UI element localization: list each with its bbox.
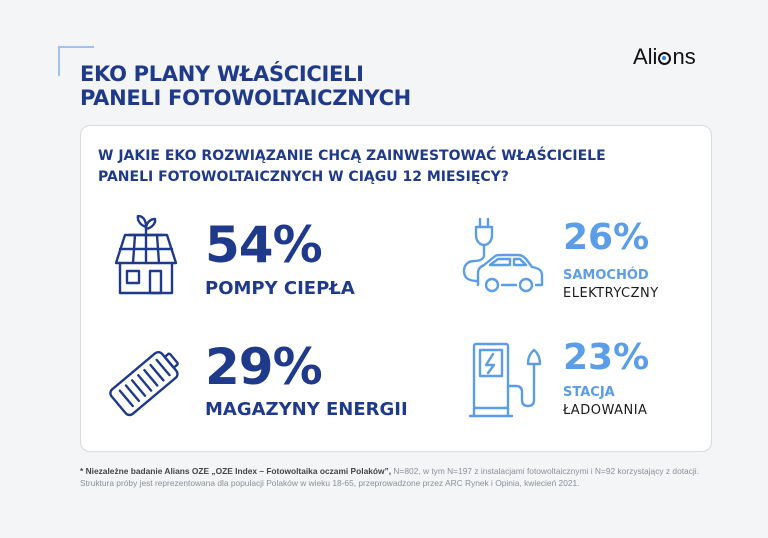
stat-value-electric-car: 26% — [563, 217, 650, 258]
footnote-details: N=802, w tym N=197 z instalacjami fotowoltaicznymi i N=92 korzystający z dotacji. Struktura próby jest reprezentowana dla populacji Polaków w wieku 18-65, przeprowadzone przez ARC Rynek i Opinia, kwiecień 2021. — [80, 466, 699, 488]
footnote — [80, 465, 720, 489]
stat-label-charging-station-line-1: STACJA — [563, 385, 615, 400]
question-line-2: PANELI FOTOWOLTAICZNYCH W CIĄGU 12 MIESIĘCY? — [98, 169, 509, 185]
question-line-1: W JAKIE EKO ROZWIĄZANIE CHCĄ ZAINWESTOWAĆ WŁAŚCICIELE — [98, 148, 606, 164]
title-line-2: PANELI FOTOWOLTAICZNYCH — [80, 86, 411, 110]
survey-question — [98, 146, 606, 188]
solar-house-icon — [110, 215, 182, 297]
title-line-1: EKO PLANY WŁAŚCICIELI — [80, 62, 364, 86]
stat-label-heat-pumps: POMPY CIEPŁA — [205, 278, 355, 299]
logo-text-suffix: ns — [672, 44, 696, 69]
stat-label-energy-storage: MAGAZYNY ENERGII — [205, 399, 408, 420]
stat-value-charging-station: 23% — [563, 337, 650, 378]
charging-station-icon — [468, 340, 542, 420]
stat-label-electric-car — [563, 267, 659, 303]
footnote-source: * Niezależne badanie Alians OZE „OZE Index – Fotowoltaika oczami Polaków”, — [80, 466, 392, 476]
brand-logo — [633, 44, 696, 70]
battery-icon — [104, 345, 190, 417]
logo-text-prefix: Ali — [633, 44, 658, 69]
stat-label-electric-car-line-2: ELEKTRYCZNY — [563, 286, 659, 301]
globe-icon — [658, 52, 671, 65]
stat-value-heat-pumps: 54% — [205, 216, 322, 274]
stat-label-charging-station — [563, 384, 647, 420]
page-title — [80, 62, 411, 110]
stat-value-energy-storage: 29% — [205, 338, 322, 396]
stat-label-charging-station-line-2: ŁADOWANIA — [563, 403, 648, 418]
stat-label-electric-car-line-1: SAMOCHÓD — [563, 268, 649, 283]
electric-car-icon — [460, 215, 546, 295]
